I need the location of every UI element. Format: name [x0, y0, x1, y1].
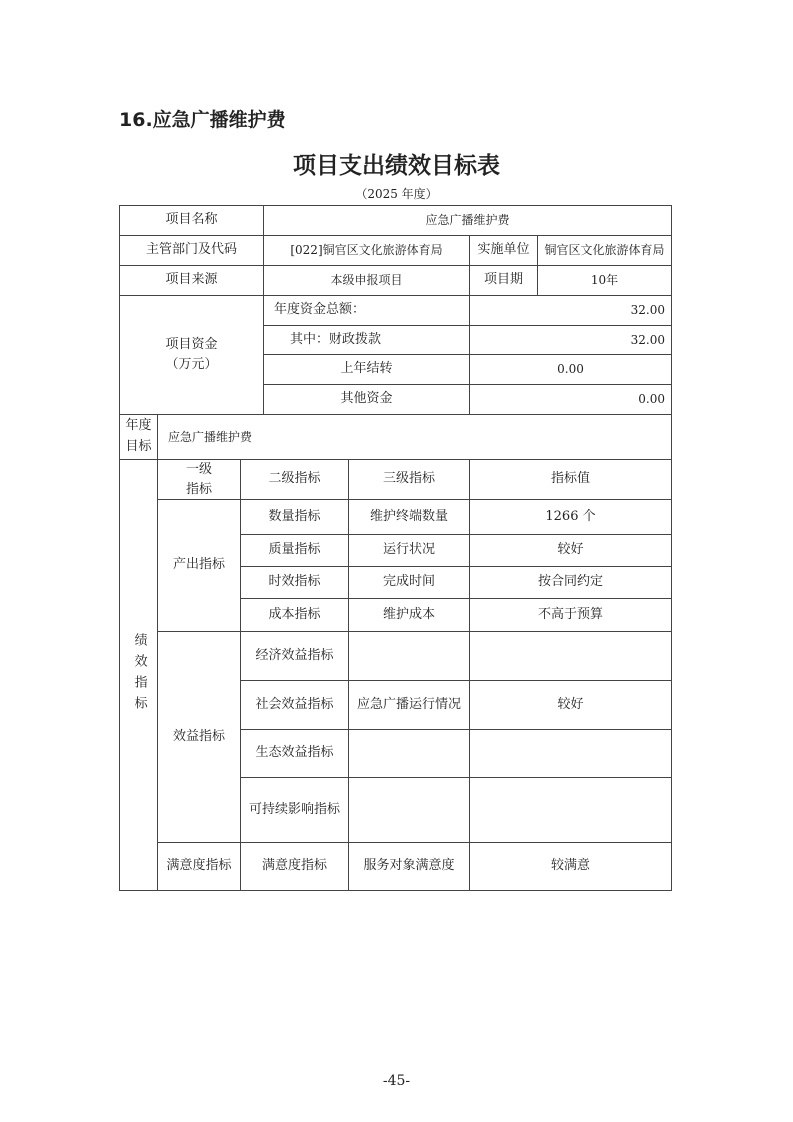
output-value: 不高于预算: [469, 598, 672, 632]
benefit-value: [469, 729, 672, 778]
project-name-label: 项目名称: [119, 205, 264, 236]
impl-value: 铜官区文化旅游体育局: [537, 235, 672, 266]
performance-label: 绩效指标: [119, 459, 158, 891]
funds-row-label: 其中：财政拨款: [263, 325, 470, 355]
satisfaction-l2: 满意度指标: [240, 842, 349, 891]
benefit-l3: [348, 631, 470, 681]
benefit-l3: [348, 729, 470, 778]
funds-row-label: 上年结转: [263, 354, 470, 385]
funds-row-label: 其他资金: [263, 384, 470, 415]
benefit-l2: 社会效益指标: [240, 680, 349, 730]
funds-row-value: 0.00: [469, 354, 672, 385]
output-l2: 时效指标: [240, 566, 349, 599]
benefit-value: 较好: [469, 680, 672, 730]
output-l2: 成本指标: [240, 598, 349, 632]
period-label: 项目期: [469, 265, 538, 296]
source-label: 项目来源: [119, 265, 264, 296]
period-value: 10年: [537, 265, 672, 296]
output-l3: 完成时间: [348, 566, 470, 599]
output-value: 按合同约定: [469, 566, 672, 599]
goal-value: 应急广播维护费: [157, 414, 672, 460]
source-value: 本级申报项目: [263, 265, 470, 296]
output-value: 1266 个: [469, 499, 672, 535]
output-l2: 数量指标: [240, 499, 349, 535]
benefit-l2: 可持续影响指标: [240, 777, 349, 843]
dept-value: [022]铜官区文化旅游体育局: [263, 235, 470, 266]
funds-unit: （万元）: [165, 357, 218, 372]
impl-label: 实施单位: [469, 235, 538, 266]
output-l2: 质量指标: [240, 534, 349, 567]
benefit-l2: 经济效益指标: [240, 631, 349, 681]
header-level3: 三级指标: [348, 459, 470, 500]
satisfaction-value: 较满意: [469, 842, 672, 891]
dept-label: 主管部门及代码: [119, 235, 264, 266]
benefit-l2: 生态效益指标: [240, 729, 349, 778]
satisfaction-label: 满意度指标: [157, 842, 241, 891]
header-level1: 一级指标: [157, 459, 241, 500]
output-value: 较好: [469, 534, 672, 567]
funds-row-value: 32.00: [469, 295, 672, 326]
benefit-value: [469, 631, 672, 681]
funds-label-cell: [119, 295, 264, 415]
funds-row-value: 32.00: [469, 325, 672, 355]
table-title: 项目支出绩效目标表: [293, 153, 500, 179]
header-value: 指标值: [469, 459, 672, 500]
benefit-label: 效益指标: [157, 631, 241, 843]
output-label: 产出指标: [157, 499, 241, 632]
benefit-l3: [348, 777, 470, 843]
output-l3: 维护终端数量: [348, 499, 470, 535]
benefit-l3: 应急广播运行情况: [348, 680, 470, 730]
output-l3: 维护成本: [348, 598, 470, 632]
funds-row-value: 0.00: [469, 384, 672, 415]
project-name-value: 应急广播维护费: [263, 205, 672, 236]
header-level2: 二级指标: [240, 459, 349, 500]
benefit-value: [469, 777, 672, 843]
year-note: （2025 年度）: [355, 187, 438, 201]
funds-label: 项目资金: [165, 336, 218, 352]
section-heading: 16.应急广播维护费: [119, 109, 286, 131]
output-l3: 运行状况: [348, 534, 470, 567]
page-number: -45-: [382, 1073, 411, 1089]
funds-row-label: 年度资金总额：: [263, 295, 470, 326]
satisfaction-l3: 服务对象满意度: [348, 842, 470, 891]
goal-label: 年度目标: [119, 414, 158, 460]
